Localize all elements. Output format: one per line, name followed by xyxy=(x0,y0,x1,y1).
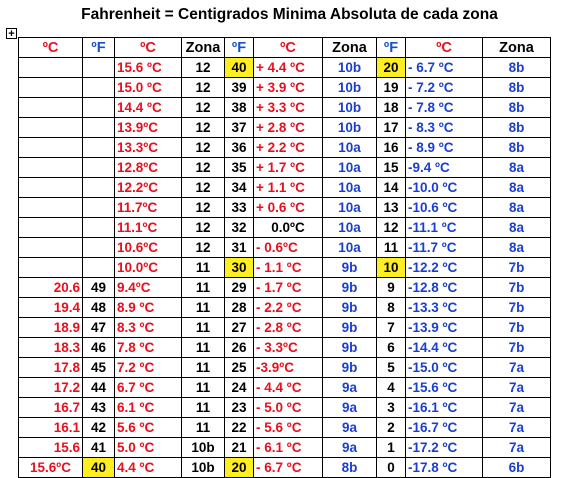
cell-zona2: 9a xyxy=(323,418,377,438)
header-f3: ºF xyxy=(377,38,406,58)
cell-f3: 2 xyxy=(377,418,406,438)
cell-c4: - 7.2 ºC xyxy=(406,78,483,98)
cell-zona1: 12 xyxy=(182,198,225,218)
table-row xyxy=(19,378,551,398)
cell-c3: + 4.4 ºC xyxy=(254,58,323,78)
cell-c3: -3.9ºC xyxy=(254,358,323,378)
cell-c2: 7.8 ºC xyxy=(115,338,182,358)
cell-c4: -12.2 ºC xyxy=(406,258,483,278)
cell-f1 xyxy=(83,158,115,178)
cell-c2: 9.4ºC xyxy=(115,278,182,298)
cell-c4: -11.1 ºC xyxy=(406,218,483,238)
cell-f1 xyxy=(83,218,115,238)
cell-zona1: 12 xyxy=(182,98,225,118)
cell-zona1: 10b xyxy=(182,458,225,478)
cell-c3: - 0.6ºC xyxy=(254,238,323,258)
cell-f3: 8 xyxy=(377,298,406,318)
header-zona3: Zona xyxy=(483,38,551,58)
cell-c4: -16.7 ºC xyxy=(406,418,483,438)
cell-zona2: 10b xyxy=(323,78,377,98)
table-row xyxy=(19,298,551,318)
cell-f3: 13 xyxy=(377,198,406,218)
header-row xyxy=(19,38,551,58)
cell-zona1: 11 xyxy=(182,318,225,338)
cell-f1 xyxy=(83,98,115,118)
cell-zona3: 7b xyxy=(483,258,551,278)
cell-f1: 47 xyxy=(83,318,115,338)
cell-zona1: 10b xyxy=(182,438,225,458)
cell-f2: 28 xyxy=(225,298,254,318)
cell-c3: + 2.2 ºC xyxy=(254,138,323,158)
header-zona2: Zona xyxy=(323,38,377,58)
cell-c2: 5.6 ºC xyxy=(115,418,182,438)
cell-zona2: 9a xyxy=(323,398,377,418)
cell-f2: 20 xyxy=(225,458,254,478)
cell-f1 xyxy=(83,58,115,78)
cell-c4: -9.4 ºC xyxy=(406,158,483,178)
cell-c3: - 5.0 ºC xyxy=(254,398,323,418)
header-c4: ºC xyxy=(406,38,483,58)
cell-c3: - 6.1 ºC xyxy=(254,438,323,458)
cell-c3: - 1.7 ºC xyxy=(254,278,323,298)
cell-f3: 3 xyxy=(377,398,406,418)
cell-zona3: 8a xyxy=(483,238,551,258)
cell-f3: 0 xyxy=(377,458,406,478)
cell-f2: 33 xyxy=(225,198,254,218)
header-zona1: Zona xyxy=(182,38,225,58)
cell-zona1: 12 xyxy=(182,138,225,158)
page-title: Fahrenheit = Centigrados Minima Absoluta de cada zona xyxy=(81,6,498,23)
cell-c3: + 1.1 ºC xyxy=(254,178,323,198)
header-c1: ºC xyxy=(19,38,83,58)
table-row xyxy=(19,158,551,178)
cell-zona3: 8b xyxy=(483,58,551,78)
cell-zona3: 7b xyxy=(483,278,551,298)
cell-c4: -15.0 ºC xyxy=(406,358,483,378)
cell-c4: -17.2 ºC xyxy=(406,438,483,458)
cell-zona1: 12 xyxy=(182,178,225,198)
cell-zona2: 10a xyxy=(323,218,377,238)
cell-f1: 41 xyxy=(83,438,115,458)
cell-c4: -11.7 ºC xyxy=(406,238,483,258)
cell-c1: 16.7 xyxy=(19,398,83,418)
cell-zona1: 11 xyxy=(182,338,225,358)
cell-c1 xyxy=(19,98,83,118)
cell-c2: 12.8ºC xyxy=(115,158,182,178)
cell-f2: 40 xyxy=(225,58,254,78)
cell-c1: 17.8 xyxy=(19,358,83,378)
cell-zona3: 8b xyxy=(483,98,551,118)
cell-zona3: 7a xyxy=(483,358,551,378)
cell-c1: 15.6 xyxy=(19,438,83,458)
cell-c1 xyxy=(19,218,83,238)
cell-c4: -13.9 ºC xyxy=(406,318,483,338)
cell-c2: 13.9ºC xyxy=(115,118,182,138)
table-row xyxy=(19,178,551,198)
cell-c2: 11.1ºC xyxy=(115,218,182,238)
cell-c2: 15.6 ºC xyxy=(115,58,182,78)
cell-c1: 18.3 xyxy=(19,338,83,358)
table-row xyxy=(19,118,551,138)
cell-c1: 19.4 xyxy=(19,298,83,318)
table-row xyxy=(19,418,551,438)
cell-zona1: 11 xyxy=(182,418,225,438)
cell-zona2: 10a xyxy=(323,198,377,218)
cell-f2: 32 xyxy=(225,218,254,238)
cell-c1 xyxy=(19,198,83,218)
cell-c3: 0.0ºC xyxy=(254,218,323,238)
cell-f3: 12 xyxy=(377,218,406,238)
cell-zona3: 8a xyxy=(483,198,551,218)
cell-f1 xyxy=(83,138,115,158)
cell-f1 xyxy=(83,178,115,198)
cell-c3: - 6.7 ºC xyxy=(254,458,323,478)
cell-c3: + 3.3 ºC xyxy=(254,98,323,118)
cell-zona1: 11 xyxy=(182,258,225,278)
cell-c1 xyxy=(19,78,83,98)
cell-f1 xyxy=(83,198,115,218)
cell-f3: 17 xyxy=(377,118,406,138)
cell-c2: 7.2 ºC xyxy=(115,358,182,378)
cell-zona3: 8a xyxy=(483,158,551,178)
cell-c3: - 2.8 ºC xyxy=(254,318,323,338)
cell-f2: 34 xyxy=(225,178,254,198)
table-row xyxy=(19,278,551,298)
cell-c2: 8.3 ºC xyxy=(115,318,182,338)
table-row xyxy=(19,58,551,78)
cell-c2: 10.6ºC xyxy=(115,238,182,258)
table-row xyxy=(19,238,551,258)
cell-c2: 14.4 ºC xyxy=(115,98,182,118)
cell-zona2: 9b xyxy=(323,298,377,318)
cell-zona2: 10b xyxy=(323,58,377,78)
table-row xyxy=(19,78,551,98)
cell-f3: 10 xyxy=(377,258,406,278)
cell-c3: + 3.9 ºC xyxy=(254,78,323,98)
cell-f1: 49 xyxy=(83,278,115,298)
cell-c4: - 6.7 ºC xyxy=(406,58,483,78)
cell-c2: 4.4 ºC xyxy=(115,458,182,478)
cell-c4: -10.0 ºC xyxy=(406,178,483,198)
cell-f3: 1 xyxy=(377,438,406,458)
cell-zona1: 11 xyxy=(182,278,225,298)
cell-c1: 17.2 xyxy=(19,378,83,398)
cell-c1: 20.6 xyxy=(19,278,83,298)
cell-zona2: 9a xyxy=(323,378,377,398)
cell-f3: 6 xyxy=(377,338,406,358)
cell-c3: - 1.1 ºC xyxy=(254,258,323,278)
cell-zona2: 10b xyxy=(323,98,377,118)
cell-f1: 44 xyxy=(83,378,115,398)
cell-c4: -10.6 ºC xyxy=(406,198,483,218)
cell-f3: 9 xyxy=(377,278,406,298)
table-row xyxy=(19,258,551,278)
cell-zona2: 9b xyxy=(323,358,377,378)
cell-c1: 15.6ºC xyxy=(19,458,83,478)
cell-zona3: 7b xyxy=(483,318,551,338)
cell-f2: 37 xyxy=(225,118,254,138)
cell-c4: - 8.3 ºC xyxy=(406,118,483,138)
cell-f1 xyxy=(83,258,115,278)
table-row xyxy=(19,198,551,218)
cell-zona1: 12 xyxy=(182,58,225,78)
cell-zona1: 12 xyxy=(182,238,225,258)
cell-f3: 7 xyxy=(377,318,406,338)
cell-f2: 31 xyxy=(225,238,254,258)
cell-zona3: 7a xyxy=(483,378,551,398)
cell-c2: 8.9 ºC xyxy=(115,298,182,318)
cell-c1 xyxy=(19,138,83,158)
cell-f2: 38 xyxy=(225,98,254,118)
cell-zona2: 10a xyxy=(323,158,377,178)
cell-c4: -12.8 ºC xyxy=(406,278,483,298)
cell-c1 xyxy=(19,178,83,198)
cell-c1 xyxy=(19,158,83,178)
cell-c4: -16.1 ºC xyxy=(406,398,483,418)
table-row xyxy=(19,438,551,458)
cell-c1: 18.9 xyxy=(19,318,83,338)
cell-c4: - 7.8 ºC xyxy=(406,98,483,118)
table-row xyxy=(19,398,551,418)
cell-c3: - 4.4 ºC xyxy=(254,378,323,398)
cell-c4: -14.4 ºC xyxy=(406,338,483,358)
cell-zona1: 11 xyxy=(182,298,225,318)
cell-f1: 46 xyxy=(83,338,115,358)
cell-zona1: 12 xyxy=(182,118,225,138)
cell-f2: 27 xyxy=(225,318,254,338)
cell-f3: 11 xyxy=(377,238,406,258)
cell-zona2: 9b xyxy=(323,278,377,298)
cell-c4: -13.3 ºC xyxy=(406,298,483,318)
cell-c2: 11.7ºC xyxy=(115,198,182,218)
table-row xyxy=(19,218,551,238)
cell-c1: 16.1 xyxy=(19,418,83,438)
cell-c2: 13.3ºC xyxy=(115,138,182,158)
cell-zona3: 7b xyxy=(483,338,551,358)
cell-f3: 14 xyxy=(377,178,406,198)
cell-zona1: 12 xyxy=(182,218,225,238)
cell-zona2: 9b xyxy=(323,338,377,358)
cell-c3: - 2.2 ºC xyxy=(254,298,323,318)
cell-c3: + 0.6 ºC xyxy=(254,198,323,218)
cell-f3: 19 xyxy=(377,78,406,98)
cell-c3: - 5.6 ºC xyxy=(254,418,323,438)
cell-c3: - 3.3ºC xyxy=(254,338,323,358)
cell-f3: 20 xyxy=(377,58,406,78)
cell-f3: 18 xyxy=(377,98,406,118)
cell-c2: 10.0ºC xyxy=(115,258,182,278)
cell-f2: 23 xyxy=(225,398,254,418)
cell-zona3: 7b xyxy=(483,298,551,318)
cell-f3: 16 xyxy=(377,138,406,158)
cell-zona2: 8b xyxy=(323,458,377,478)
cell-zona2: 10a xyxy=(323,178,377,198)
cell-c2: 6.7 ºC xyxy=(115,378,182,398)
cell-f1: 45 xyxy=(83,358,115,378)
cell-f1: 43 xyxy=(83,398,115,418)
cell-zona3: 7a xyxy=(483,438,551,458)
cell-f2: 21 xyxy=(225,438,254,458)
table-row xyxy=(19,358,551,378)
table-row xyxy=(19,98,551,118)
cell-c3: + 1.7 ºC xyxy=(254,158,323,178)
header-c2: ºC xyxy=(115,38,182,58)
cell-c4: -15.6 ºC xyxy=(406,378,483,398)
table-row xyxy=(19,138,551,158)
cell-f2: 29 xyxy=(225,278,254,298)
cell-f2: 24 xyxy=(225,378,254,398)
cell-c1 xyxy=(19,238,83,258)
cell-f1 xyxy=(83,78,115,98)
cell-f2: 36 xyxy=(225,138,254,158)
cell-f2: 39 xyxy=(225,78,254,98)
cell-zona3: 7a xyxy=(483,398,551,418)
table-row xyxy=(19,318,551,338)
hardiness-zone-table xyxy=(18,37,551,478)
cell-zona2: 9b xyxy=(323,318,377,338)
cell-zona3: 8b xyxy=(483,78,551,98)
cell-c3: + 2.8 ºC xyxy=(254,118,323,138)
cell-zona3: 8a xyxy=(483,178,551,198)
cell-f2: 22 xyxy=(225,418,254,438)
cell-c1 xyxy=(19,58,83,78)
cell-c2: 5.0 ºC xyxy=(115,438,182,458)
cell-zona1: 11 xyxy=(182,358,225,378)
cell-f1: 40 xyxy=(83,458,115,478)
cell-c4: -17.8 ºC xyxy=(406,458,483,478)
cell-c2: 15.0 ºC xyxy=(115,78,182,98)
header-f2: ºF xyxy=(225,38,254,58)
cell-zona3: 8a xyxy=(483,218,551,238)
cell-zona1: 12 xyxy=(182,158,225,178)
cell-f3: 5 xyxy=(377,358,406,378)
header-f1: ºF xyxy=(83,38,115,58)
cell-f2: 30 xyxy=(225,258,254,278)
cell-zona3: 7a xyxy=(483,418,551,438)
cell-c2: 6.1 ºC xyxy=(115,398,182,418)
cell-zona1: 12 xyxy=(182,78,225,98)
cell-f2: 35 xyxy=(225,158,254,178)
cell-zona1: 11 xyxy=(182,378,225,398)
header-c3: ºC xyxy=(254,38,323,58)
table-row xyxy=(19,338,551,358)
cell-c4: - 8.9 ºC xyxy=(406,138,483,158)
cell-f1: 42 xyxy=(83,418,115,438)
cell-f1 xyxy=(83,118,115,138)
cell-f2: 25 xyxy=(225,358,254,378)
cell-f1: 48 xyxy=(83,298,115,318)
cell-f2: 26 xyxy=(225,338,254,358)
cell-zona3: 8b xyxy=(483,138,551,158)
cell-zona2: 10b xyxy=(323,118,377,138)
cell-c1 xyxy=(19,258,83,278)
cell-zona3: 6b xyxy=(483,458,551,478)
cell-zona3: 8b xyxy=(483,118,551,138)
cell-zona2: 10a xyxy=(323,238,377,258)
cell-f3: 4 xyxy=(377,378,406,398)
cell-c1 xyxy=(19,118,83,138)
cell-zona2: 9a xyxy=(323,438,377,458)
table-move-handle-icon[interactable]: + xyxy=(6,28,17,39)
cell-c2: 12.2ºC xyxy=(115,178,182,198)
cell-f1 xyxy=(83,238,115,258)
cell-f3: 15 xyxy=(377,158,406,178)
cell-zona1: 11 xyxy=(182,398,225,418)
cell-zona2: 9b xyxy=(323,258,377,278)
cell-zona2: 10a xyxy=(323,138,377,158)
